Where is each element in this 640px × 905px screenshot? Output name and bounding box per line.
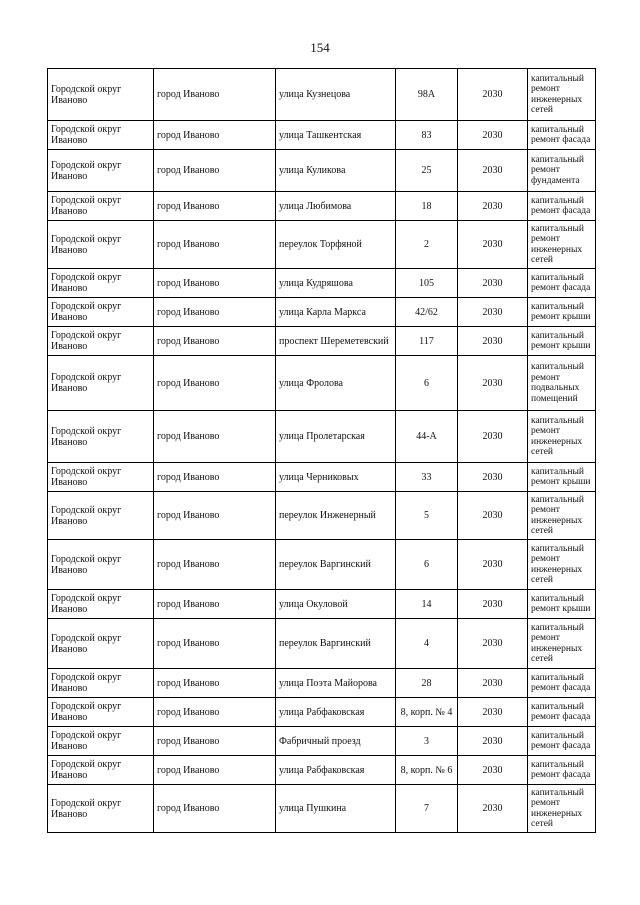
house-number-cell: 83 <box>396 121 458 150</box>
year-cell: 2030 <box>458 756 528 785</box>
district-cell: Городской округ Иваново <box>48 356 154 411</box>
year-cell: 2030 <box>458 121 528 150</box>
city-cell: город Иваново <box>154 756 276 785</box>
table-row <box>48 785 596 833</box>
work-type-cell: капитальный ремонт инженерных сетей <box>528 69 596 121</box>
house-number-cell: 42/62 <box>396 298 458 327</box>
district-cell: Городской округ Иваново <box>48 192 154 221</box>
table-row <box>48 221 596 269</box>
table-row <box>48 327 596 356</box>
year-cell: 2030 <box>458 492 528 540</box>
city-cell: город Иваново <box>154 150 276 192</box>
table-row <box>48 590 596 619</box>
year-cell: 2030 <box>458 69 528 121</box>
street-cell: улица Кудряшова <box>276 269 396 298</box>
work-type-cell: капитальный ремонт инженерных сетей <box>528 492 596 540</box>
table-row <box>48 669 596 698</box>
district-cell: Городской округ Иваново <box>48 150 154 192</box>
street-cell: переулок Варгинский <box>276 619 396 669</box>
district-cell: Городской округ Иваново <box>48 269 154 298</box>
street-cell: улица Черниковых <box>276 463 396 492</box>
district-cell: Городской округ Иваново <box>48 727 154 756</box>
street-cell: улица Любимова <box>276 192 396 221</box>
district-cell: Городской округ Иваново <box>48 698 154 727</box>
year-cell: 2030 <box>458 298 528 327</box>
house-number-cell: 6 <box>396 540 458 590</box>
work-type-cell: капитальный ремонт крыши <box>528 327 596 356</box>
work-type-cell: капитальный ремонт фасада <box>528 121 596 150</box>
table-row <box>48 269 596 298</box>
street-cell: улица Пролетарская <box>276 411 396 463</box>
city-cell: город Иваново <box>154 540 276 590</box>
street-cell: переулок Торфяной <box>276 221 396 269</box>
city-cell: город Иваново <box>154 411 276 463</box>
street-cell: улица Ташкентская <box>276 121 396 150</box>
district-cell: Городской округ Иваново <box>48 221 154 269</box>
work-type-cell: капитальный ремонт инженерных сетей <box>528 619 596 669</box>
housing-repair-table <box>47 68 596 833</box>
district-cell: Городской округ Иваново <box>48 121 154 150</box>
city-cell: город Иваново <box>154 463 276 492</box>
district-cell: Городской округ Иваново <box>48 540 154 590</box>
street-cell: улица Куликова <box>276 150 396 192</box>
table-row <box>48 356 596 411</box>
work-type-cell: капитальный ремонт инженерных сетей <box>528 411 596 463</box>
city-cell: город Иваново <box>154 221 276 269</box>
district-cell: Городской округ Иваново <box>48 756 154 785</box>
city-cell: город Иваново <box>154 590 276 619</box>
work-type-cell: капитальный ремонт фасада <box>528 698 596 727</box>
house-number-cell: 105 <box>396 269 458 298</box>
street-cell: проспект Шереметевский <box>276 327 396 356</box>
city-cell: город Иваново <box>154 785 276 833</box>
house-number-cell: 98А <box>396 69 458 121</box>
table-row <box>48 298 596 327</box>
city-cell: город Иваново <box>154 298 276 327</box>
year-cell: 2030 <box>458 590 528 619</box>
house-number-cell: 33 <box>396 463 458 492</box>
work-type-cell: капитальный ремонт фасада <box>528 269 596 298</box>
street-cell: переулок Варгинский <box>276 540 396 590</box>
year-cell: 2030 <box>458 727 528 756</box>
work-type-cell: капитальный ремонт фасада <box>528 756 596 785</box>
district-cell: Городской округ Иваново <box>48 785 154 833</box>
street-cell: улица Рабфаковская <box>276 756 396 785</box>
district-cell: Городской округ Иваново <box>48 492 154 540</box>
city-cell: город Иваново <box>154 356 276 411</box>
year-cell: 2030 <box>458 327 528 356</box>
city-cell: город Иваново <box>154 727 276 756</box>
work-type-cell: капитальный ремонт фасада <box>528 727 596 756</box>
year-cell: 2030 <box>458 785 528 833</box>
street-cell: улица Пушкина <box>276 785 396 833</box>
city-cell: город Иваново <box>154 121 276 150</box>
work-type-cell: капитальный ремонт инженерных сетей <box>528 785 596 833</box>
work-type-cell: капитальный ремонт крыши <box>528 298 596 327</box>
street-cell: улица Поэта Майорова <box>276 669 396 698</box>
table-row <box>48 69 596 121</box>
city-cell: город Иваново <box>154 619 276 669</box>
house-number-cell: 5 <box>396 492 458 540</box>
work-type-cell: капитальный ремонт подвальных помещений <box>528 356 596 411</box>
house-number-cell: 3 <box>396 727 458 756</box>
table-row <box>48 727 596 756</box>
street-cell: Фабричный проезд <box>276 727 396 756</box>
table-body <box>48 69 596 833</box>
street-cell: улица Кузнецова <box>276 69 396 121</box>
house-number-cell: 25 <box>396 150 458 192</box>
table-row <box>48 121 596 150</box>
year-cell: 2030 <box>458 540 528 590</box>
work-type-cell: капитальный ремонт инженерных сетей <box>528 540 596 590</box>
street-cell: улица Окуловой <box>276 590 396 619</box>
work-type-cell: капитальный ремонт фундамента <box>528 150 596 192</box>
district-cell: Городской округ Иваново <box>48 298 154 327</box>
city-cell: город Иваново <box>154 269 276 298</box>
house-number-cell: 6 <box>396 356 458 411</box>
house-number-cell: 4 <box>396 619 458 669</box>
district-cell: Городской округ Иваново <box>48 590 154 619</box>
district-cell: Городской округ Иваново <box>48 669 154 698</box>
house-number-cell: 117 <box>396 327 458 356</box>
year-cell: 2030 <box>458 269 528 298</box>
table-row <box>48 698 596 727</box>
street-cell: улица Рабфаковская <box>276 698 396 727</box>
city-cell: город Иваново <box>154 698 276 727</box>
house-number-cell: 2 <box>396 221 458 269</box>
house-number-cell: 14 <box>396 590 458 619</box>
year-cell: 2030 <box>458 669 528 698</box>
year-cell: 2030 <box>458 411 528 463</box>
table-row <box>48 411 596 463</box>
year-cell: 2030 <box>458 619 528 669</box>
year-cell: 2030 <box>458 463 528 492</box>
table-row <box>48 150 596 192</box>
year-cell: 2030 <box>458 150 528 192</box>
district-cell: Городской округ Иваново <box>48 619 154 669</box>
district-cell: Городской округ Иваново <box>48 69 154 121</box>
work-type-cell: капитальный ремонт фасада <box>528 669 596 698</box>
page-number: 154 <box>310 40 330 55</box>
table-row <box>48 192 596 221</box>
street-cell: улица Карла Маркса <box>276 298 396 327</box>
house-number-cell: 8, корп. № 4 <box>396 698 458 727</box>
year-cell: 2030 <box>458 192 528 221</box>
street-cell: переулок Инженерный <box>276 492 396 540</box>
city-cell: город Иваново <box>154 192 276 221</box>
table-row <box>48 756 596 785</box>
house-number-cell: 8, корп. № 6 <box>396 756 458 785</box>
house-number-cell: 18 <box>396 192 458 221</box>
house-number-cell: 44-А <box>396 411 458 463</box>
district-cell: Городской округ Иваново <box>48 327 154 356</box>
district-cell: Городской округ Иваново <box>48 411 154 463</box>
city-cell: город Иваново <box>154 492 276 540</box>
district-cell: Городской округ Иваново <box>48 463 154 492</box>
city-cell: город Иваново <box>154 669 276 698</box>
work-type-cell: капитальный ремонт крыши <box>528 590 596 619</box>
table-row <box>48 492 596 540</box>
city-cell: город Иваново <box>154 327 276 356</box>
year-cell: 2030 <box>458 698 528 727</box>
city-cell: город Иваново <box>154 69 276 121</box>
street-cell: улица Фролова <box>276 356 396 411</box>
work-type-cell: капитальный ремонт фасада <box>528 192 596 221</box>
table-row <box>48 463 596 492</box>
table-row <box>48 540 596 590</box>
work-type-cell: капитальный ремонт крыши <box>528 463 596 492</box>
house-number-cell: 7 <box>396 785 458 833</box>
table-row <box>48 619 596 669</box>
year-cell: 2030 <box>458 221 528 269</box>
work-type-cell: капитальный ремонт инженерных сетей <box>528 221 596 269</box>
year-cell: 2030 <box>458 356 528 411</box>
house-number-cell: 28 <box>396 669 458 698</box>
